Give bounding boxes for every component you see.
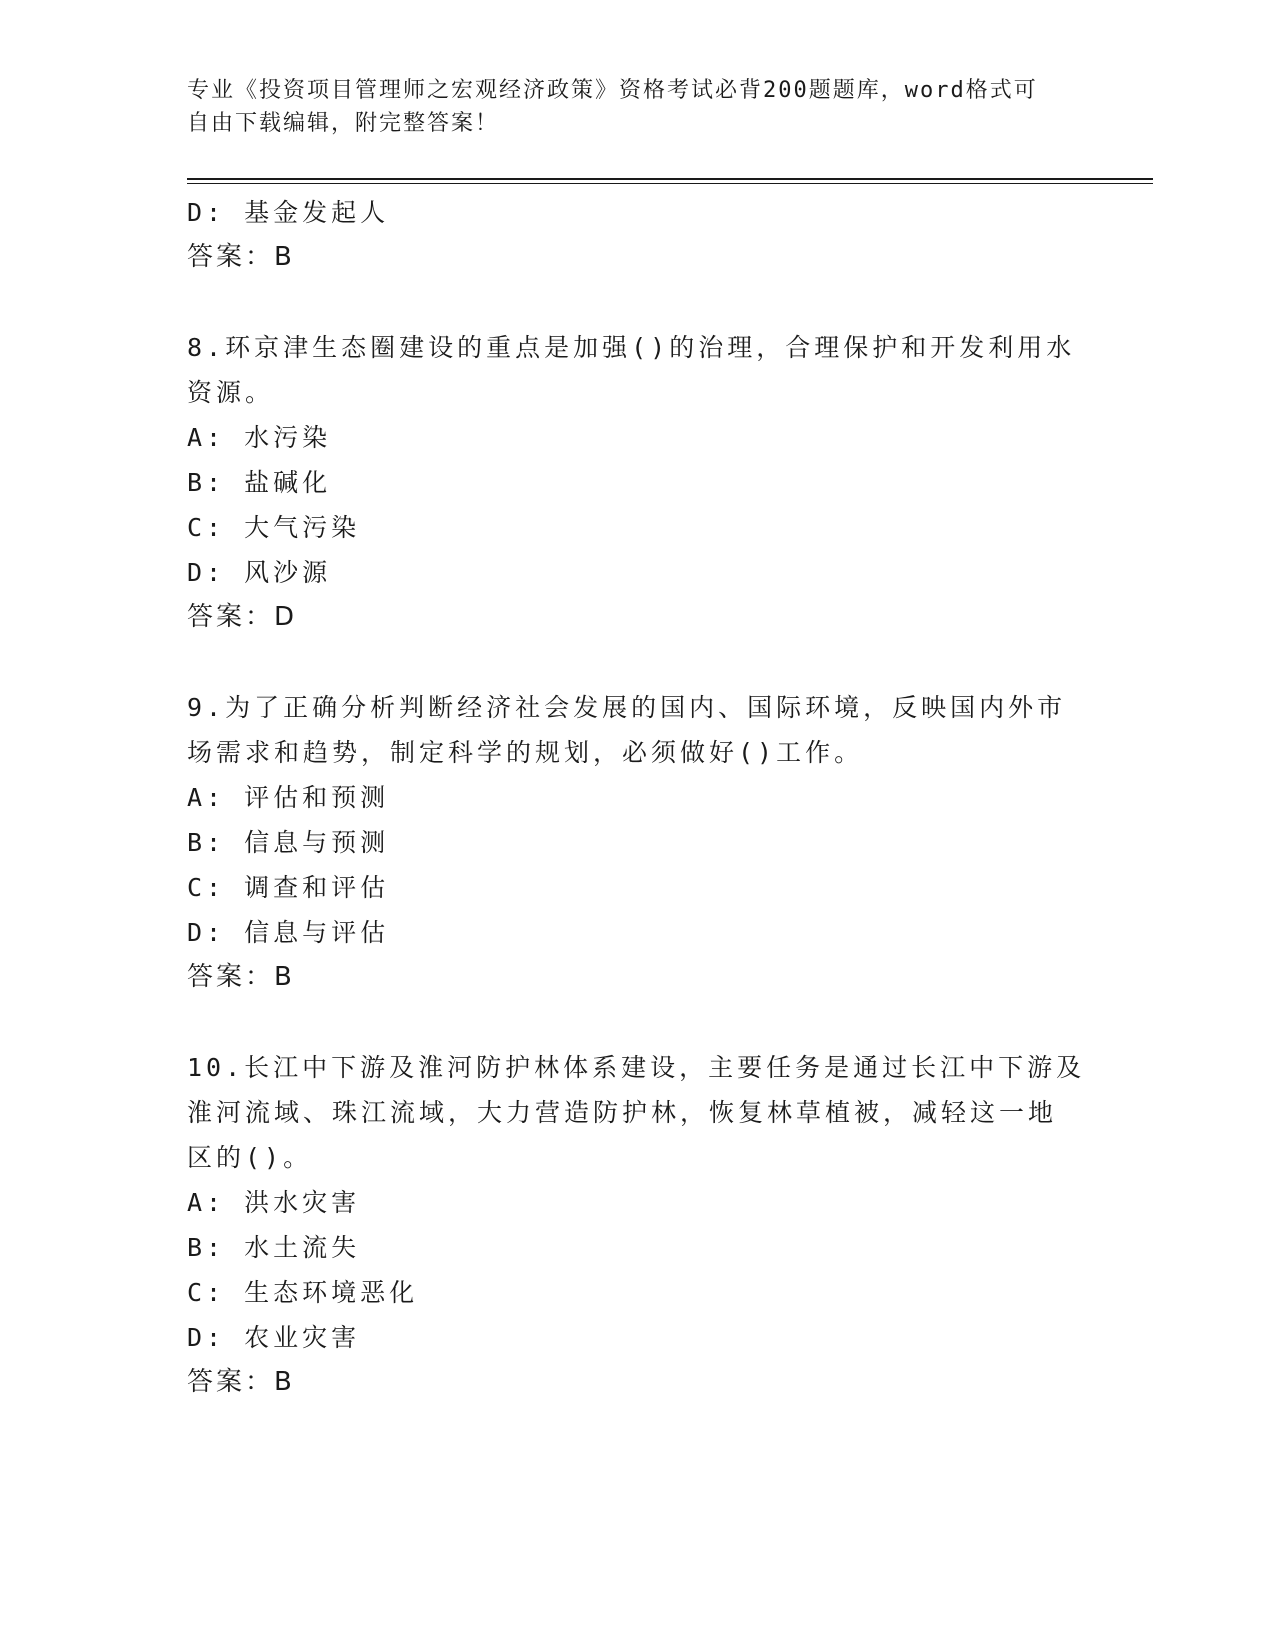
document-header xyxy=(187,74,1067,140)
question-8-option-a: A: 水污染 xyxy=(187,423,332,452)
question-9-option-d: D: 信息与评估 xyxy=(187,918,390,947)
question-9-line-1: 9.为了正确分析判断经济社会发展的国内、国际环境，反映国内外市 xyxy=(187,693,1067,722)
question-8-option-b: B: 盐碱化 xyxy=(187,468,332,497)
question-10 xyxy=(187,1045,1087,1405)
question-10-option-d: D: 农业灾害 xyxy=(187,1323,361,1352)
document-body xyxy=(187,190,1087,1405)
question-8-option-c: C: 大气污染 xyxy=(187,513,361,542)
question-9-option-a: A: 评估和预测 xyxy=(187,783,390,812)
spacer xyxy=(187,1000,1087,1045)
spacer xyxy=(187,280,1087,325)
question-10-answer: 答案：B xyxy=(187,1367,295,1397)
question-8-line-2: 资源。 xyxy=(187,378,275,407)
header-line-2: 自由下载编辑，附完整答案！ xyxy=(187,111,500,136)
question-10-option-c: C: 生态环境恶化 xyxy=(187,1278,419,1307)
question-10-option-b: B: 水土流失 xyxy=(187,1233,361,1262)
question-9-line-2: 场需求和趋势，制定科学的规划，必须做好()工作。 xyxy=(187,738,864,767)
header-rule-thick xyxy=(187,178,1153,180)
question-8-option-d: D: 风沙源 xyxy=(187,558,332,587)
question-8 xyxy=(187,325,1087,640)
question-8-line-1: 8.环京津生态圈建设的重点是加强()的治理，合理保护和开发利用水 xyxy=(187,333,1076,362)
question-10-line-3: 区的()。 xyxy=(187,1143,313,1172)
question-9-option-b: B: 信息与预测 xyxy=(187,828,390,857)
question-8-answer: 答案：D xyxy=(187,602,298,632)
prev-answer: 答案：B xyxy=(187,242,295,272)
question-9-option-c: C: 调查和评估 xyxy=(187,873,390,902)
header-line-1: 专业《投资项目管理师之宏观经济政策》资格考试必背200题题库，word格式可 xyxy=(187,78,1038,103)
question-10-line-1: 10.长江中下游及淮河防护林体系建设，主要任务是通过长江中下游及 xyxy=(187,1053,1086,1082)
spacer xyxy=(187,640,1087,685)
question-10-option-a: A: 洪水灾害 xyxy=(187,1188,361,1217)
question-9-answer: 答案：B xyxy=(187,962,295,992)
header-rule-thin xyxy=(187,183,1153,184)
prev-option-d: D: 基金发起人 xyxy=(187,198,390,227)
question-10-line-2: 淮河流域、珠江流域，大力营造防护林，恢复林草植被，减轻这一地 xyxy=(187,1098,1058,1127)
question-9 xyxy=(187,685,1087,1000)
